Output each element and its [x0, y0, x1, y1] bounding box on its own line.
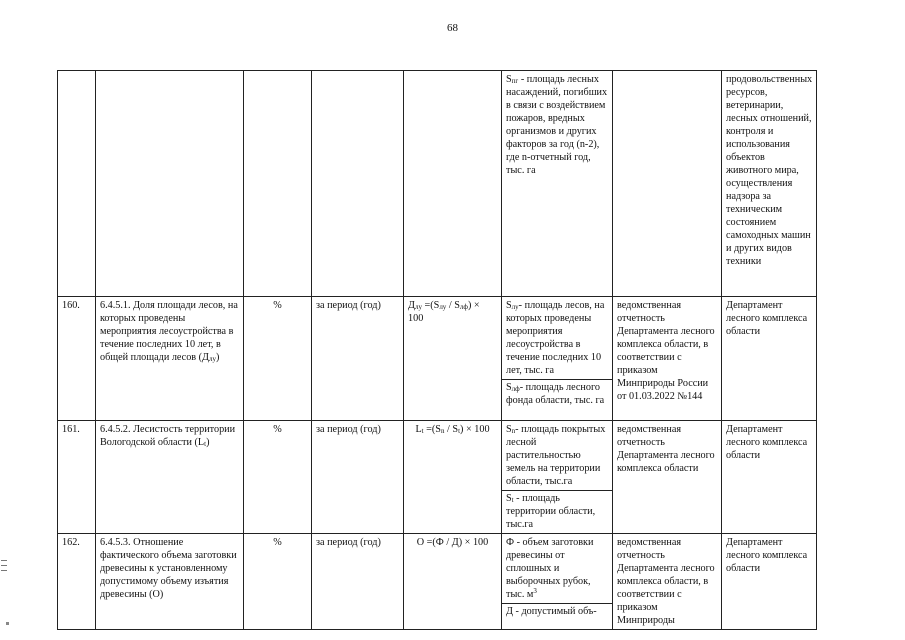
variable-entry: Sлф- площадь лесного фонда области, тыс. га: [502, 379, 612, 407]
formula-cell: О =(Ф / Д) × 100: [404, 534, 502, 630]
row-number-cell: 161.: [58, 421, 96, 534]
table-row: [58, 297, 817, 421]
indicator-cell: [96, 71, 244, 297]
variable-entry: Д - допустимый объ-: [502, 603, 612, 618]
unit-cell: %: [244, 534, 312, 630]
margin-scan-marks: [1, 560, 7, 575]
row-number-cell: [58, 71, 96, 297]
row-number-cell: 160.: [58, 297, 96, 421]
unit-cell: [244, 71, 312, 297]
formula-cell: Длу =(Sлу / Sлф) × 100: [404, 297, 502, 421]
table-row: [58, 71, 817, 297]
variables-cell: [502, 534, 613, 630]
responsible-cell: Департамент лесного комплекса области: [722, 421, 817, 534]
source-cell: ведомственная отчетность Департамента лесного комплекса области: [613, 421, 722, 534]
period-cell: [312, 71, 404, 297]
responsible-cell: Департамент лесного комплекса области: [722, 297, 817, 421]
variables-cell: [502, 297, 613, 421]
variable-entry: Ф - объем заготовки древесины от сплошных и выборочных рубок, тыс. $м^3$: [506, 537, 594, 600]
row-number-cell: 162.: [58, 534, 96, 630]
variable-entry: Sлу- площадь лесов, на которых проведены мероприятия лесоустройства в течение последних 10 лет, тыс. га: [506, 300, 605, 376]
formula-cell: [404, 71, 502, 297]
indicators-table: [57, 70, 817, 630]
variable-symbol: S: [506, 74, 512, 85]
table-row: [58, 421, 817, 534]
period-cell: за период (год): [312, 421, 404, 534]
unit-cell: %: [244, 421, 312, 534]
period-cell: за период (год): [312, 297, 404, 421]
unit-cell: %: [244, 297, 312, 421]
source-cell: [613, 71, 722, 297]
formula-cell: Lt =(Sn / St) × 100: [404, 421, 502, 534]
indicator-cell: 6.4.5.3. Отношение фактического объема заготовки древесины к установленному допустимому объему изъятия древесины (О): [96, 534, 244, 630]
variable-entry: Sn- площадь покрытых лесной растительностью земель на территории области, тыс.га: [506, 424, 606, 487]
table-row: [58, 534, 817, 630]
source-cell: ведомственная отчетность Департамента лесного комплекса области, в соответствии с приказом Минприроды России от 01.03.2022 №144: [613, 297, 722, 421]
period-cell: за период (год): [312, 534, 404, 630]
responsible-cell: продовольственных ресурсов, ветеринарии, лесных отношений, контроля и использования объектов животного мира, осуществления надзора за техническим состоянием самоходных машин и других видов техники: [722, 71, 817, 297]
variable-entry: St - площадь территории области, тыс.га: [502, 490, 612, 531]
source-cell: ведомственная отчетность Департамента лесного комплекса области, в соответствии с приказом Минприроды: [613, 534, 722, 630]
indicator-cell: 6.4.5.2. Лесистость территории Вологодской области (Lt): [96, 421, 244, 534]
indicator-cell: 6.4.5.1. Доля площади лесов, на которых проведены мероприятия лесоустройства в течение последних 10 лет, в общей площади лесов (Длу): [96, 297, 244, 421]
variables-cell: [502, 421, 613, 534]
margin-scan-dot: [6, 622, 9, 625]
responsible-cell: Департамент лесного комплекса области: [722, 534, 817, 630]
variable-subscript: пг: [511, 77, 519, 85]
variables-cell: [502, 71, 613, 297]
page-number: 68: [447, 22, 458, 34]
variable-description: - площадь лесных насаждений, погибших в связи с воздействием пожаров, вредных организмов и других факторов за год (n-2), где n-отчетный год, тыс. га: [506, 74, 608, 176]
